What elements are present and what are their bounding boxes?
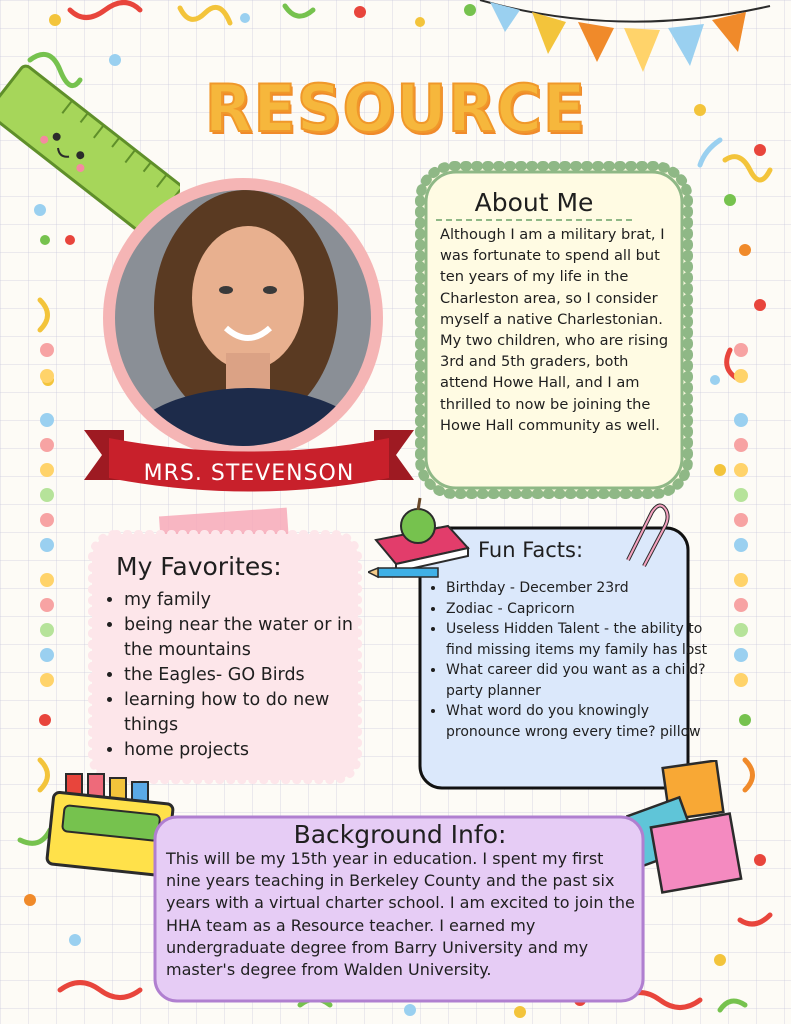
teacher-name: MRS. STEVENSON (143, 461, 355, 486)
background-heading: Background Info: (293, 820, 507, 849)
list-item: • Useless Hidden Talent - the ability to find missing items my family has lost (446, 619, 708, 660)
heading-divider (436, 219, 632, 221)
favorites-list (104, 588, 374, 763)
about-me-text: Although I am a military brat, I was fortunate to spend all but ten years of my life in the Charleston area, so I consider myself a native Charlestonian. My two children, who are rising 3rd and 5th graders, both attend Howe Hall, and I am thrilled to now be joining the Howe Hall community as well. (440, 226, 669, 434)
list-item: • my family (124, 588, 374, 613)
list-item: • home projects (124, 738, 374, 763)
list-item: • being near the water or in the mountains (124, 613, 374, 663)
list-item: • learning how to do new things (124, 688, 374, 738)
background-text: This will be my 15th year in education. I spent my first nine years teaching in Berkeley County and the past six years with a virtual charter school. I am excited to join the HHA team as a Resource teacher. I earned my undergraduate degree from Barry University and my master's degree from Walden University. (166, 849, 635, 980)
list-item: • the Eagles- GO Birds (124, 663, 374, 688)
fun-facts-heading: Fun Facts: (478, 538, 584, 562)
list-item: • Zodiac - Capricorn (446, 599, 708, 620)
list-item: • Birthday - December 23rd (446, 578, 708, 599)
name-ribbon (84, 420, 414, 500)
fun-facts-list (426, 578, 708, 742)
page-title: RESOURCE (204, 70, 587, 147)
list-item: • What career did you want as a child? party planner (446, 660, 708, 701)
bunting-banner (480, 0, 770, 72)
apple-books-icon (368, 488, 480, 584)
about-me-heading: About Me (474, 188, 594, 217)
favorites-heading: My Favorites: (116, 552, 282, 581)
list-item: • What word do you knowingly pronounce wrong every time? pillow (446, 701, 708, 742)
paperclip-icon (614, 500, 670, 570)
